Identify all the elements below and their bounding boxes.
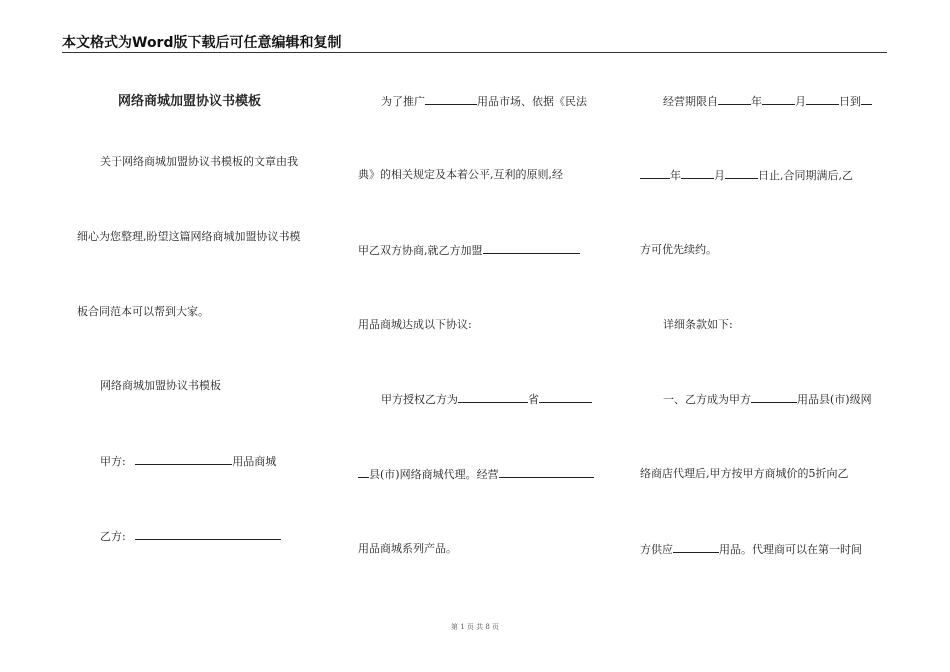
page-number: 第 1 页 共 8 页 — [450, 623, 500, 631]
col3-line-1 — [663, 94, 872, 109]
col2-line-6 — [358, 467, 594, 482]
col3-line-1-d: 日到 — [839, 95, 861, 108]
col2-line-5-start: 甲方授权乙方为 — [381, 393, 458, 406]
blank — [425, 94, 477, 105]
col3-line-4: 详细条款如下: — [663, 318, 733, 331]
col3-line-7 — [640, 542, 862, 557]
header-divider — [62, 52, 887, 53]
blank — [673, 542, 719, 553]
col3-line-7-start: 方供应 — [640, 543, 673, 556]
col2-line-3-text: 甲乙双方协商,就乙方加盟 — [358, 244, 483, 257]
blank — [861, 94, 872, 105]
col2-line-3 — [358, 243, 580, 258]
party-b-line — [100, 529, 281, 544]
blank — [751, 392, 797, 403]
col2-line-5-mid: 省 — [528, 393, 539, 406]
blank — [539, 392, 592, 403]
blank — [762, 94, 795, 105]
col3-line-1-c: 月 — [795, 95, 806, 108]
party-b-label: 乙方: — [100, 530, 126, 543]
col3-line-3: 方可优先续约。 — [640, 243, 717, 256]
col3-line-6: 络商店代理后,甲方按甲方商城价的5折向乙 — [640, 467, 849, 480]
party-a-suffix: 用品商城 — [232, 455, 277, 468]
col2-line-2: 典》的相关规定及本着公平,互利的原则,经 — [358, 168, 563, 181]
col3-line-1-a: 经营期限自 — [663, 95, 718, 108]
blank — [483, 243, 580, 254]
col2-line-1 — [381, 94, 587, 109]
col2-line-5 — [381, 392, 592, 407]
party-a-line — [100, 454, 276, 469]
blank — [499, 467, 594, 478]
blank — [681, 168, 714, 179]
col3-line-2-a: 年 — [670, 169, 681, 182]
document-title: 网络商城加盟协议书模板 — [118, 94, 262, 109]
col3-line-1-b: 年 — [751, 95, 762, 108]
col3-line-7-end: 用品。代理商可以在第一时间 — [719, 543, 862, 556]
col3-line-5-end: 用品县(市)级网 — [797, 393, 872, 406]
blank — [806, 94, 839, 105]
blank — [718, 94, 751, 105]
col2-line-7: 用品商城系列产品。 — [358, 542, 457, 555]
col2-line-1-start: 为了推广 — [381, 95, 425, 108]
intro-line-1: 关于网络商城加盟协议书模板的文章由我 — [100, 155, 298, 168]
party-a-blank — [135, 454, 232, 465]
col2-line-4: 用品商城达成以下协议: — [358, 318, 472, 331]
col2-line-6-text: 县(市)网络商城代理。经营 — [369, 468, 499, 481]
col3-line-2 — [640, 168, 853, 183]
page-header-title: 本文格式为Word版下载后可任意编辑和复制 — [62, 35, 342, 51]
party-b-blank — [135, 529, 281, 540]
blank — [358, 467, 369, 478]
col3-line-2-b: 月 — [714, 169, 725, 182]
intro-line-2: 细心为您整理,盼望这篇网络商城加盟协议书模 — [77, 230, 301, 243]
blank — [725, 168, 758, 179]
col2-line-1-end: 用品市场、依据《民法 — [477, 95, 587, 108]
blank — [458, 392, 528, 403]
party-a-label: 甲方: — [100, 455, 126, 468]
col3-line-5 — [663, 392, 872, 407]
col3-line-5-start: 一、乙方成为甲方 — [663, 393, 751, 406]
col3-line-2-c: 日止,合同期满后,乙 — [758, 169, 853, 182]
intro-line-3: 板合同范本可以帮到大家。 — [77, 305, 209, 318]
blank — [640, 168, 670, 179]
section-title: 网络商城加盟协议书模板 — [100, 379, 221, 392]
